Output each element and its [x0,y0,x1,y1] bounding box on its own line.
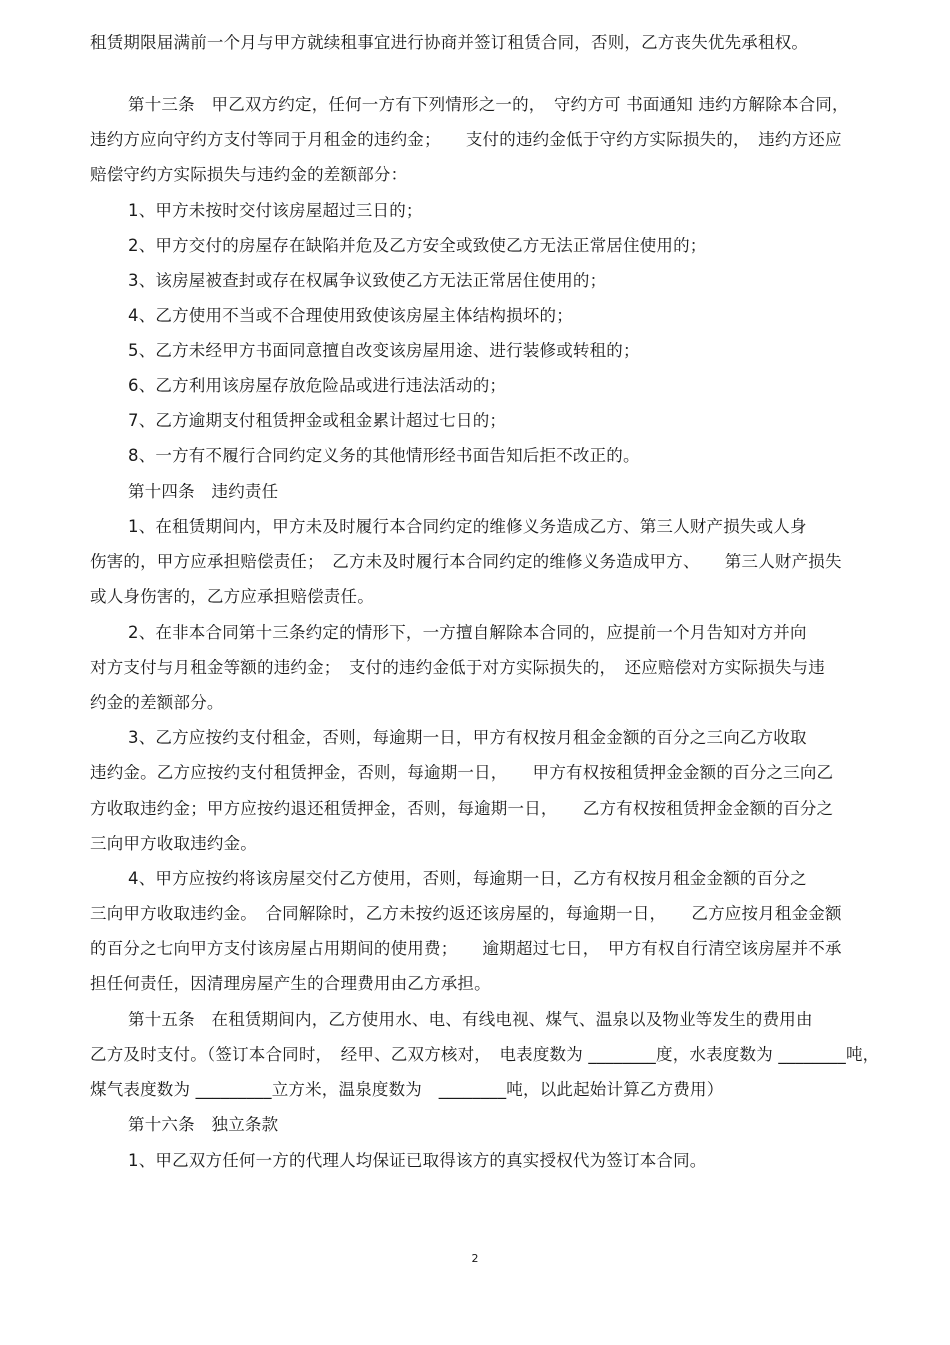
article-14-heading: 第十四条 违约责任 [128,482,279,501]
text-line: 方收取违约金；甲方应按约退还租赁押金，否则，每逾期一日， 乙方有权按租赁押金金额的百分之 [90,799,834,818]
text-line: 的百分之七向甲方支付该房屋占用期间的使用费； 逾期超过七日， 甲方有权自行清空该房屋并不承 [90,939,842,958]
list-item: 4、乙方使用不当或不合理使用致使该房屋主体结构损坏的； [128,306,573,325]
text-line: 伤害的，甲方应承担赔偿责任； 乙方未及时履行本合同约定的维修义务造成甲方、 第三人财产损失 [90,552,842,571]
text-line: 乙方及时支付。（签订本合同时， 经甲、乙双方核对， 电表度数为 ________度，水表度数为 ________吨， [90,1045,880,1064]
text-line: 1、在租赁期间内，甲方未及时履行本合同约定的维修义务造成乙方、第三人财产损失或人身 [128,517,807,536]
text-line: 三向甲方收取违约金。 合同解除时，乙方未按约返还该房屋的，每逾期一日， 乙方应按月租金金额 [90,904,842,923]
page-number: 2 [471,1252,479,1265]
text-line: 赔偿守约方实际损失与违约金的差额部分： [90,165,408,184]
article-15-heading: 第十五条 在租赁期间内，乙方使用水、电、有线电视、煤气、温泉以及物业等发生的费用由 [128,1010,813,1029]
text-line: 煤气表度数为 _________立方米，温泉度数为 ________吨，以此起始计算乙方费用） [90,1080,724,1099]
text-line: 约金的差额部分。 [90,693,224,712]
list-item: 8、一方有不履行合同约定义务的其他情形经书面告知后拒不改正的。 [128,446,640,465]
article-16-heading: 第十六条 独立条款 [128,1115,279,1134]
text-line: 3、乙方应按约支付租金，否则，每逾期一日，甲方有权按月租金金额的百分之三向乙方收取 [128,728,807,747]
text-line: 担任何责任，因清理房屋产生的合理费用由乙方承担。 [90,974,491,993]
list-item: 2、甲方交付的房屋存在缺陷并危及乙方安全或致使乙方无法正常居住使用的； [128,236,707,255]
article-13-heading: 第十三条 甲乙双方约定，任何一方有下列情形之一的， 守约方可 书面通知 违约方解除本合同， [128,95,849,114]
list-item: 5、乙方未经甲方书面同意擅自改变该房屋用途、进行装修或转租的； [128,341,640,360]
text-line: 租赁期限届满前一个月与甲方就续租事宜进行协商并签订租赁合同，否则，乙方丧失优先承租权。 [90,33,809,52]
list-item: 1、甲方未按时交付该房屋超过三日的； [128,201,423,220]
text-line: 对方支付与月租金等额的违约金； 支付的违约金低于对方实际损失的， 还应赔偿对方实际损失与违 [90,658,825,677]
text-line: 或人身伤害的，乙方应承担赔偿责任。 [90,587,374,606]
text-line: 违约金。乙方应按约支付租赁押金，否则，每逾期一日， 甲方有权按租赁押金金额的百分之三向乙 [90,763,834,782]
text-line: 违约方应向守约方支付等同于月租金的违约金； 支付的违约金低于守约方实际损失的， 违约方还应 [90,130,842,149]
text-line: 4、甲方应按约将该房屋交付乙方使用，否则，每逾期一日，乙方有权按月租金金额的百分之 [128,869,807,888]
list-item: 6、乙方利用该房屋存放危险品或进行违法活动的； [128,376,507,395]
list-item: 1、甲乙双方任何一方的代理人均保证已取得该方的真实授权代为签订本合同。 [128,1151,707,1170]
list-item: 7、乙方逾期支付租赁押金或租金累计超过七日的； [128,411,507,430]
text-line: 2、在非本合同第十三条约定的情形下，一方擅自解除本合同的，应提前一个月告知对方并向 [128,623,807,642]
text-line: 三向甲方收取违约金。 [90,834,257,853]
list-item: 3、该房屋被查封或存在权属争议致使乙方无法正常居住使用的； [128,271,607,290]
